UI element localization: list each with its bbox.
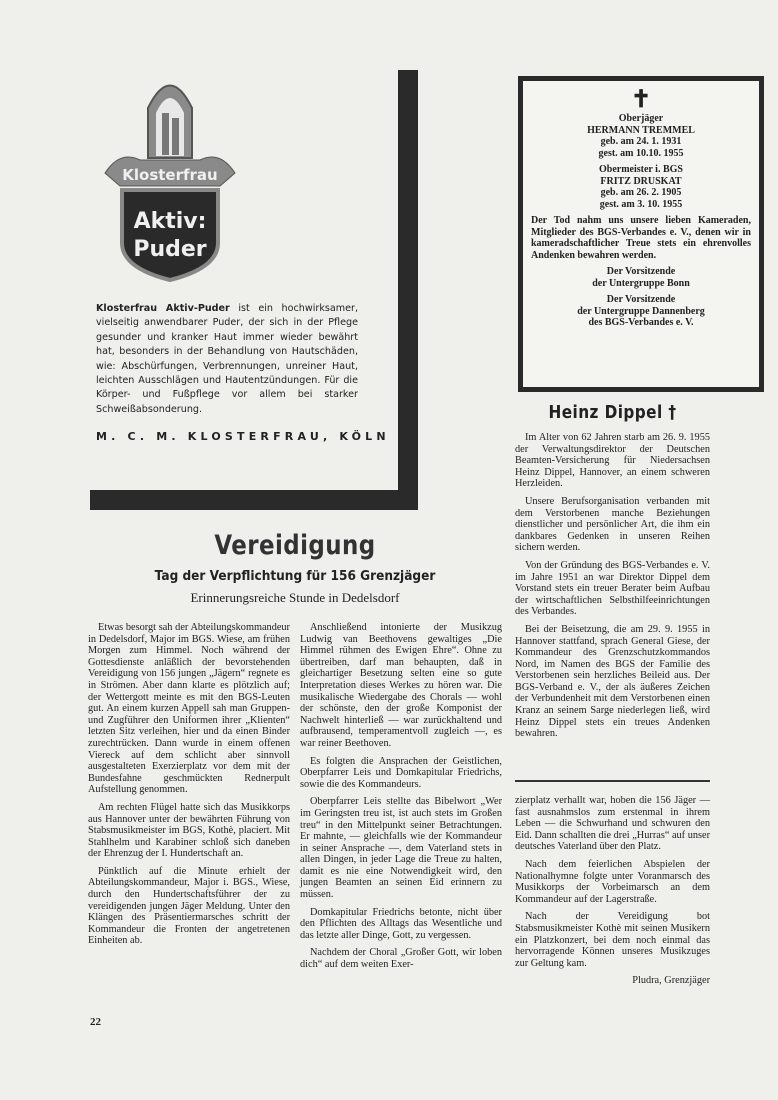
signature2-line3: des BGS-Verbandes e. V. — [588, 317, 694, 328]
person1-name: HERMANN TREMMEL — [587, 124, 695, 136]
paragraph: Pünktlich auf die Minute erhielt der Abteilungskommandeur, Major i. BGS., Wiese, durch den Hundertschaftsführer der zu vereidigenden jungen Jäger Meldung. Unter den Klängen des Präsentiermarsches schritt der Kommandeur die Fronten der angetretenen Einheiten ab. — [88, 865, 290, 947]
svg-text:Puder: Puder — [133, 237, 207, 262]
person2-rank: Obermeister i. BGS — [599, 164, 683, 175]
paragraph: Etwas besorgt sah der Abteilungskommandeur in Dedelsdorf, Major im BGS. Wiese, am frühen Morgen zum Himmel. Noch während der Gottesdienste anläßlich der bevorstehenden Vereidigung von 156 jungen „Jägern“ regnete es in Strömen. Aber dann klarte es plötzlich auf; der Wettergott meinte es mit den BGS-Leuten gut. An einem kurzen Appell sah man Gruppen- und Zugführer den Uniformen ihrer „Klienten“ letzten Sitz verleihen, hier und da einen Binder zurechtrücken. Dann wurde in einem offenen Viereck auf dem schlicht aber sinnvoll ausgestalteten Exerzierplatz vor dem mit der Bundesfahne geschmückten Rednerpult Aufstellung genommen. — [88, 622, 290, 796]
person1-rank: Oberjäger — [618, 113, 664, 124]
article-column-1 — [88, 622, 290, 953]
signature2-line1: Der Vorsitzende — [606, 294, 676, 305]
paragraph: Bei der Beisetzung, die am 29. 9. 1955 in Hannover stattfand, sprach General Giese, der Kommandeur des Grenzschutzkommandos Nord, im Namen des BGS der Familie des Verstorbenen sein herzliches Beileid aus. Der BGS-Verband e. V., der als äußeres Zeichen der Verbundenheit mit dem Verstorbenen einen Kranz an seinem Sarge niederlegen ließ, wird Heinz Dippel stets ein treues Andenken bewahren. — [515, 623, 710, 740]
person2-died: gest. am 3. 10. 1955 — [599, 198, 683, 210]
svg-text:Klosterfrau: Klosterfrau — [122, 166, 218, 184]
paragraph: Am rechten Flügel hatte sich das Musikkorps aus Hannover unter der bewährten Führung von Stabsmusikmeister im BGS, Kothè, placiert. Mit Stahlhelm und Karabiner schloß sich daneben der Ehrenzug der I. Hundertschaft an. — [88, 801, 290, 860]
column-divider — [515, 780, 710, 782]
article-column-3 — [515, 795, 710, 993]
person1-died: gest. am 10.10. 1955 — [598, 147, 684, 159]
ad-brand: Klosterfrau Aktiv-Puder — [96, 303, 230, 314]
paragraph: Nachdem der Choral „Großer Gott, wir loben dich“ auf dem weiten Exer- — [300, 947, 502, 971]
dippel-headline: Heinz Dippel † — [548, 402, 677, 423]
paragraph: Nach dem feierlichen Abspielen der Nationalhymne folgte unter Voranmarsch des Musikkorps der Vorbeimarsch an dem Kommandeur auf der Lagerstraße. — [515, 858, 710, 905]
article-kicker: Erinnerungsreiche Stunde in Dedelsdorf — [190, 590, 400, 605]
ad-description: ist ein hochwirksamer, vielseitig anwendbarer Puder, der sich in der Pflege gesunder und kranker Haut immer wieder bewährt hat, besonders in der Behandlung von Hautschäden, wie: Abschürfungen, Verbrennungen, unreiner Haut, leichten Ausschlägen und Hautentzündungen. Für die Körper- und Fußpflege vor allem bei starker Schweißabsonderung. — [96, 303, 358, 415]
signature1-line1: Der Vorsitzende — [606, 266, 676, 277]
paragraph: Oberpfarrer Leis stellte das Bibelwort „Wer im Geringsten treu ist, ist auch stets im Großen treu“ in den Mittelpunkt seiner Betrachtungen. Er mahnte, — gleichfalls wie der Kommandeur in seiner Ansprache —, dem Vaterland stets in allen Dingen, in jeder Lage die Treue zu halten, damit es nie eine Notwendigkeit wird, den jungen Beamten an seinen Eid erinnern zu müssen. — [300, 796, 502, 901]
paragraph: zierplatz verhallt war, hoben die 156 Jäger — fast ausnahmslos zum erstenmal in ihrem Leben — die Schwurhand und schwuren den Eid. Dann schallten die drei „Hurras“ auf unser deutsches Vaterland über den Platz. — [515, 795, 710, 853]
obituary-text: Der Tod nahm uns unsere lieben Kameraden, Mitglieder des BGS-Verbandes e. V., denen wir in kameradschaftlicher Treue stets ein ehrenvolles Andenken bewahren werden. — [531, 215, 751, 261]
paragraph: Es folgten die Ansprachen der Geistlichen, Oberpfarrer Leis und Domkapitular Friedrichs, sowie die des Kommandeurs. — [300, 755, 502, 790]
paragraph: Von der Gründung des BGS-Verbandes e. V. im Jahre 1951 an war Direktor Dippel dem Vorstand stets ein treuer Berater beim Aufbau der wirtschaftlichen Selbsthilfeeinrichtungen des Verbandes. — [515, 559, 710, 618]
paragraph: Im Alter von 62 Jahren starb am 26. 9. 1955 der Verwaltungsdirektor der Deutschen Beamten-Versicherung für Niedersachsen Heinz Dippel, Hannover, an einem schweren Herzleiden. — [515, 432, 710, 490]
person2-name: FRITZ DRUSKAT — [600, 175, 682, 187]
article-subtitle: Tag der Verpflichtung für 156 Grenzjäger — [154, 568, 436, 584]
ad-firm-name: M. C. M. KLOSTERFRAU, KÖLN — [96, 430, 390, 443]
page-number: 22 — [90, 1016, 101, 1028]
article-title: Vereidigung — [214, 530, 376, 561]
person1-born: geb. am 24. 1. 1931 — [600, 136, 682, 147]
paragraph: Unsere Berufsorganisation verbanden mit dem Verstorbenen manche Beziehungen dienstlicher und persönlicher Art, die ihm ein dankbares Gedenken in unseren Reihen sichern werden. — [515, 495, 710, 554]
paragraph: Domkapitular Friedrichs betonte, nicht über den Pflichten des Alltags das Wesentliche und das letzte aller Dinge, Gott, zu vergessen. — [300, 906, 502, 941]
klosterfrau-logo — [100, 68, 240, 283]
paragraph: Nach der Vereidigung bot Stabsmusikmeister Kothè mit seinen Musikern ein Platzkonzert, bei dem noch einmal das hervorragende Können unseres Musikzuges zur Geltung kam. — [515, 911, 710, 969]
obituary-notice-box — [518, 76, 764, 392]
signature2-line2: der Untergruppe Dannenberg — [577, 305, 705, 317]
ad-body-text — [96, 302, 358, 417]
cross-icon: ✝ — [630, 87, 652, 113]
svg-text:Aktiv:: Aktiv: — [133, 209, 207, 234]
author-signature: Pludra, Grenzjäger — [632, 975, 710, 987]
ad-frame-vertical-bar — [398, 70, 418, 510]
dippel-article — [515, 432, 710, 746]
article-column-2 — [300, 622, 502, 977]
paragraph: Anschließend intonierte der Musikzug Ludwig van Beethovens gewaltiges „Die Himmel rühmen des Ewigen Ehre“. Ohne zu übertreiben, darf man behaupten, daß in gleichartiger Besetzung selten eine so gute Interpretation dieses Werkes zu hören war. Die musikalische Wiedergabe des Chorals — wohl der schönste, den der große Komponist der Nachwelt hinterließ — war zurückhaltend und aufbrausend, temperamentvoll zugleich —, es war reiner Beethoven. — [300, 622, 502, 749]
person2-born: geb. am 26. 2. 1905 — [600, 187, 682, 198]
signature1-line2: der Untergruppe Bonn — [592, 277, 690, 289]
ad-frame-horizontal-bar — [90, 490, 418, 510]
